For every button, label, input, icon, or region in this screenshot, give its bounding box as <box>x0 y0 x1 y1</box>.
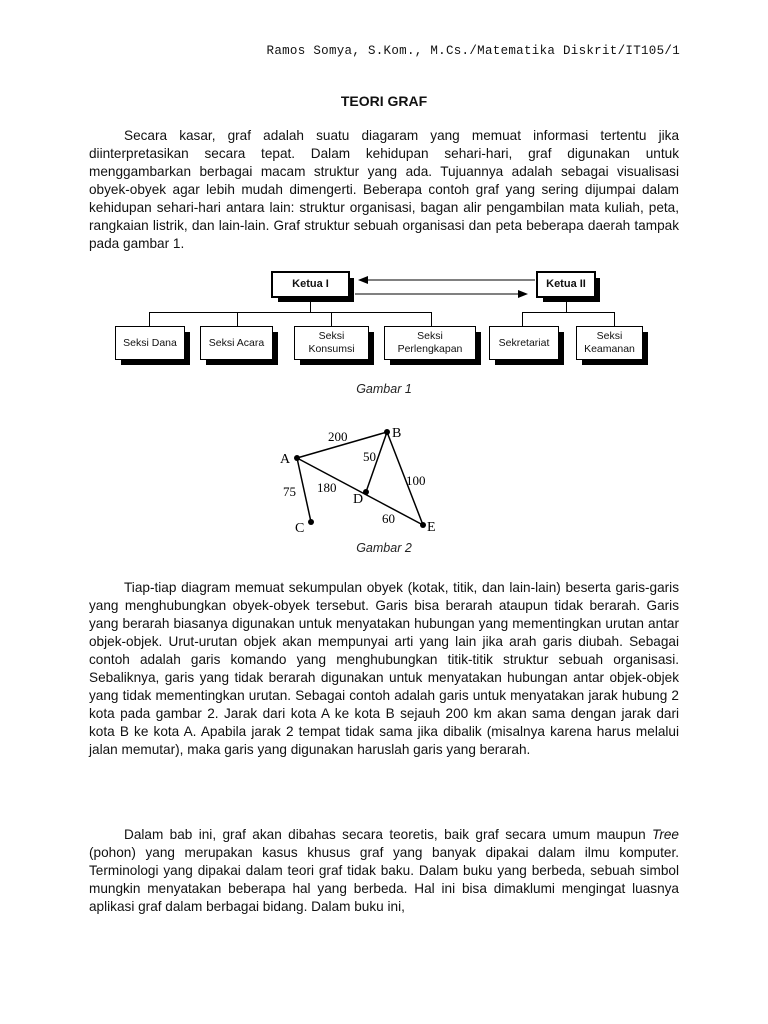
edge-weight-de: 60 <box>382 511 395 526</box>
connector-ketua2-vertical <box>566 298 567 313</box>
box-seksi-konsumsi <box>294 326 369 360</box>
connector-ketua1-horizontal <box>149 312 432 313</box>
node-label-d: D <box>353 492 364 507</box>
node-label-b: B <box>392 426 402 441</box>
edge-weight-ae: 180 <box>317 480 337 495</box>
edge-weight-be: 100 <box>406 473 426 488</box>
connector-seksi-dana <box>149 312 150 327</box>
box-label: Seksi Acara <box>208 336 265 349</box>
box-ketua-2-label: Ketua II <box>546 278 586 290</box>
box-sekretariat <box>489 326 559 360</box>
box-label: Seksi Dana <box>123 336 177 349</box>
edge-weight-ac: 75 <box>283 484 296 499</box>
box-label-line1: Seksi <box>596 330 623 342</box>
edge-weight-ab: 200 <box>328 429 348 444</box>
box-label-line2: Konsumsi <box>308 343 355 355</box>
connector-ketua2-horizontal <box>522 312 615 313</box>
caption-gambar-2: Gambar 2 <box>356 541 412 555</box>
box-seksi-dana <box>115 326 185 360</box>
edge-weight-bd: 50 <box>363 449 376 464</box>
paragraph-intro: Secara kasar, graf adalah suatu diagaram yang memuat informasi tertentu jika diinterpretasikan secara tepat. Dalam kehidupan sehari-hari, graf digunakan untuk menggambarkan berbagai macam struktur yang ada. Tujuannya adalah sebagai visualisasi obyek-obyek agar lebih mudah dimengerti. Beberapa contoh graf yang sering dijumpai dalam kehidupan sehari-hari antara lain: struktur organisasi, bagan alir pengambilan mata kuliah, peta, rangkaian listrik, dan lain-lain. Graf struktur sebuah organisasi dan peta beberapa daerah tampak pada gambar 1. <box>89 128 679 251</box>
paragraph-bab-tree-term: Tree <box>652 827 679 842</box>
box-label-line2: Perlengkapan <box>397 343 463 355</box>
box-label-line2: Keamanan <box>584 343 635 355</box>
box-seksi-acara <box>200 326 273 360</box>
box-ketua-1 <box>271 271 350 298</box>
connector-seksi-acara <box>237 312 238 327</box>
box-ketua-2 <box>536 271 596 298</box>
connector-seksi-perlengkapan <box>431 312 432 327</box>
node-label-c: C <box>295 521 305 536</box>
page-header: Ramos Somya, S.Kom., M.Cs./Matematika Diskrit/IT105/1 <box>266 44 680 58</box>
box-label-line1: Seksi <box>417 330 443 342</box>
connector-seksi-konsumsi <box>331 312 332 327</box>
page-title: TEORI GRAF <box>340 93 428 109</box>
node-label-e: E <box>427 520 436 535</box>
box-ketua-1-label: Ketua I <box>292 278 329 290</box>
double-arrow-icon <box>350 272 540 302</box>
box-label-line1: Seksi <box>318 330 345 342</box>
caption-gambar-1: Gambar 1 <box>356 382 412 396</box>
paragraph-bab-text-2: (pohon) yang merupakan kasus khusus graf yang banyak dipakai dalam ilmu komputer. Terminologi yang dipakai dalam teori graf tidak baku. Dalam buku yang berbeda, sebuah simbol mungkin menyatakan beberapa hal yang berbeda. Hal ini bisa dimaklumi mengingat luasnya aplikasi graf dalam berbagai bidang. Dalam buku ini, <box>89 845 679 914</box>
box-label: Sekretariat <box>498 336 550 349</box>
box-seksi-perlengkapan <box>384 326 476 360</box>
connector-ketua1-vertical <box>310 298 311 313</box>
paragraph-diagram: Tiap-tiap diagram memuat sekumpulan obyek (kotak, titik, dan lain-lain) beserta garis-garis yang menghubungkan obyek-obyek tersebut. Garis bisa berarah ataupun tidak berarah. Garis yang berarah biasanya digunakan untuk menyatakan hubungan yang mementingkan urutan antar objek-objek. Urut-urutan objek akan mempunyai arti yang lain jika arah garis diubah. Sebagai contoh adalah garis komando yang menghubungkan titik-titik struktur sebuah organisasi. Sebaliknya, garis yang tidak berarah digunakan untuk menyatakan hubungan antar objek-objek yang tidak mementingkan urutan. Sebagai contoh adalah garis untuk menyatakan jarak hubung 2 kota pada gambar 2. Jarak dari kota A ke kota B sejauh 200 km akan sama dengan jarak dari kota B ke kota A. Apabila jarak 2 tempat tidak sama jika dibalik (misalnya karena harus melalui jalan memutar), maka garis yang digunakan haruslah garis yang berarah. <box>89 580 679 757</box>
paragraph-bab-text-1: Dalam bab ini, graf akan dibahas secara teoretis, baik graf secara umum maupun <box>124 827 653 842</box>
connector-sekretariat <box>522 312 523 327</box>
node-label-a: A <box>280 452 291 467</box>
connector-seksi-keamanan <box>614 312 615 327</box>
box-seksi-keamanan <box>576 326 643 360</box>
